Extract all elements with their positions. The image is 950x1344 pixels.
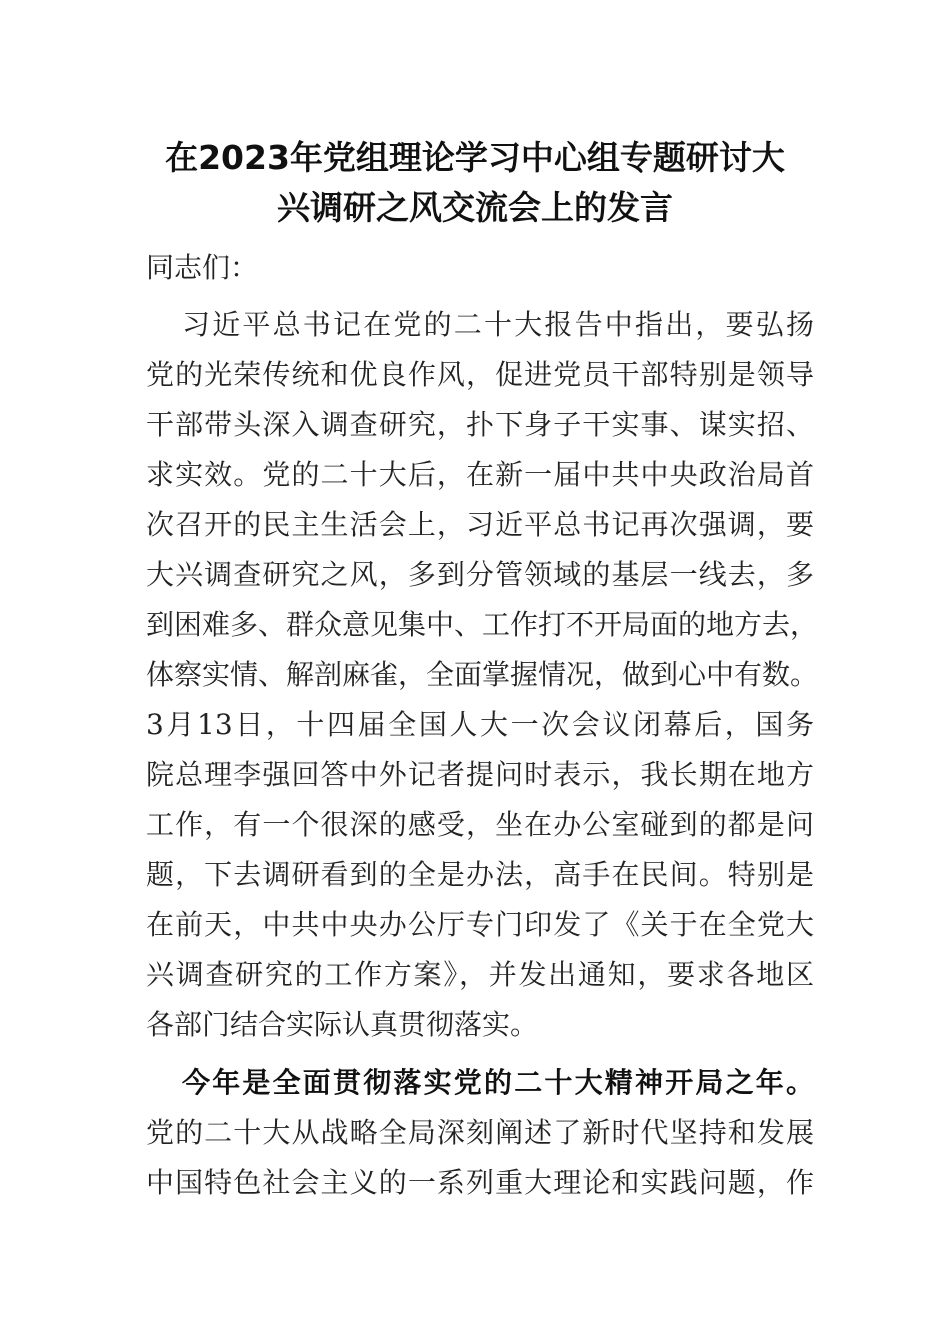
paragraph-line: 3月13日，十四届全国人大一次会议闭幕后，国务 bbox=[146, 708, 814, 741]
paragraph-line: 干部带头深入调查研究，扑下身子干实事、谋实招、 bbox=[146, 408, 814, 441]
paragraph-line: 工作，有一个很深的感受，坐在办公室碰到的都是问 bbox=[146, 808, 814, 841]
paragraph-line: 习近平总书记在党的二十大报告中指出，要弘扬 bbox=[182, 308, 814, 341]
paragraph-line: 次召开的民主生活会上，习近平总书记再次强调，要 bbox=[146, 508, 814, 541]
paragraph-line: 大兴调查研究之风，多到分管领域的基层一线去，多 bbox=[146, 558, 814, 591]
paragraph-line: 体察实情、解剖麻雀，全面掌握情况，做到心中有数。 bbox=[146, 658, 819, 691]
document-title-line-1: 在2023年党组理论学习中心组专题研讨大 bbox=[165, 138, 785, 177]
document-title-line-2: 兴调研之风交流会上的发言 bbox=[277, 188, 673, 227]
paragraph-1 bbox=[146, 300, 819, 1050]
paragraph-line: 院总理李强回答中外记者提问时表示，我长期在地方 bbox=[146, 758, 814, 791]
salutation: 同志们： bbox=[146, 251, 259, 284]
paragraph-line: 求实效。党的二十大后，在新一届中共中央政治局首 bbox=[146, 458, 814, 491]
paragraph-lead-sentence: 今年是全面贯彻落实党的二十大精神开局之年。 bbox=[182, 1066, 814, 1099]
paragraph-line: 党的光荣传统和优良作风，促进党员干部特别是领导 bbox=[146, 358, 814, 391]
paragraph-line: 兴调查研究的工作方案》，并发出通知，要求各地区 bbox=[146, 958, 814, 991]
paragraph-line: 党的二十大从战略全局深刻阐述了新时代坚持和发展 bbox=[146, 1116, 814, 1149]
paragraph-line: 在前天，中共中央办公厅专门印发了《关于在全党大 bbox=[146, 908, 814, 941]
paragraph-line: 中国特色社会主义的一系列重大理论和实践问题，作 bbox=[146, 1166, 814, 1199]
paragraph-line: 题，下去调研看到的全是办法，高手在民间。特别是 bbox=[146, 858, 814, 891]
paragraph-line: 各部门结合实际认真贯彻落实。 bbox=[146, 1008, 539, 1041]
paragraph-line: 到困难多、群众意见集中、工作打不开局面的地方去， bbox=[146, 608, 819, 641]
paragraph-2 bbox=[146, 1058, 814, 1208]
